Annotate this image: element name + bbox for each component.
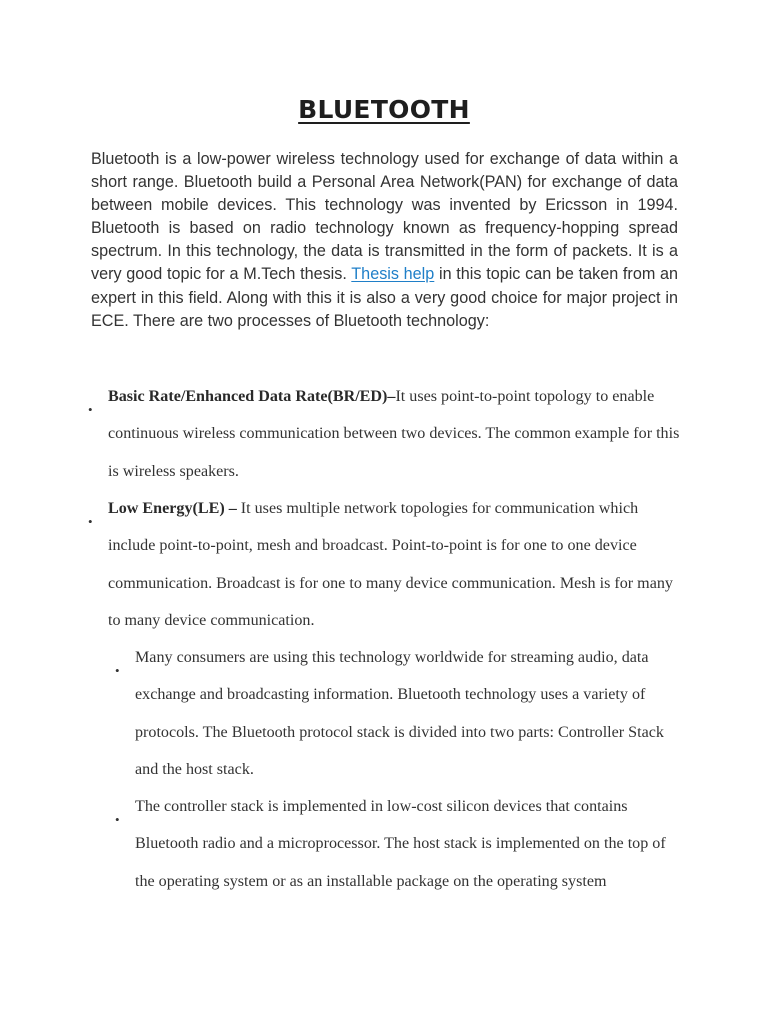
bullet-icon: • <box>88 514 93 529</box>
page-title-text: BLUETOOTH <box>298 95 470 124</box>
list-item-term: Low Energy(LE) – <box>108 500 241 517</box>
list-item-text <box>108 490 688 639</box>
intro-text-before-link: Bluetooth is a low-power wireless technology used for exchange of data within a short range. Bluetooth build a Personal Area Network(PAN) for exchange of data between mobile devices. This technology was invented by Ericsson in 1994. Bluetooth is based on radio technology known as frequency-hopping spread spectrum. In this technology, the data is transmitted in the form of packets. It is a very good topic for a M.Tech thesis. <box>91 150 678 284</box>
thesis-help-link[interactable]: Thesis help <box>351 265 435 284</box>
sub-list-item-text: Many consumers are using this technology worldwide for streaming audio, data exchange and broadcasting information. Bluetooth technology uses a variety of protocols. The Bluetooth protocol stack is divided into two parts: Controller Stack and the host stack. <box>135 649 664 778</box>
list-item-body: It uses point-to-point topology to enable continuous wireless communication between two devices. The common example for this is wireless speakers. <box>108 388 680 480</box>
intro-paragraph <box>91 148 678 333</box>
bullet-icon: • <box>115 812 120 827</box>
bullet-icon: • <box>88 402 93 417</box>
list-item-body: It uses multiple network topologies for communication which include point-to-point, mesh and broadcast. Point-to-point is for one to one device communication. Broadcast is for one to many device communication. Mesh is for many to many device communication. <box>108 500 673 629</box>
page-title <box>0 95 768 124</box>
bullet-icon: • <box>115 663 120 678</box>
intro-text-after-link: in this topic can be taken from an expert in this field. Along with this it is also a very good choice for major project in ECE. There are two processes of Bluetooth technology: <box>91 265 679 330</box>
list-item-term: Basic Rate/Enhanced Data Rate(BR/ED)– <box>108 388 396 405</box>
sub-list-item-text: The controller stack is implemented in low-cost silicon devices that contains Bluetooth radio and a microprocessor. The host stack is implemented on the top of the operating system or as an installable package on the operating system <box>135 798 666 890</box>
list-item-text <box>108 378 688 490</box>
